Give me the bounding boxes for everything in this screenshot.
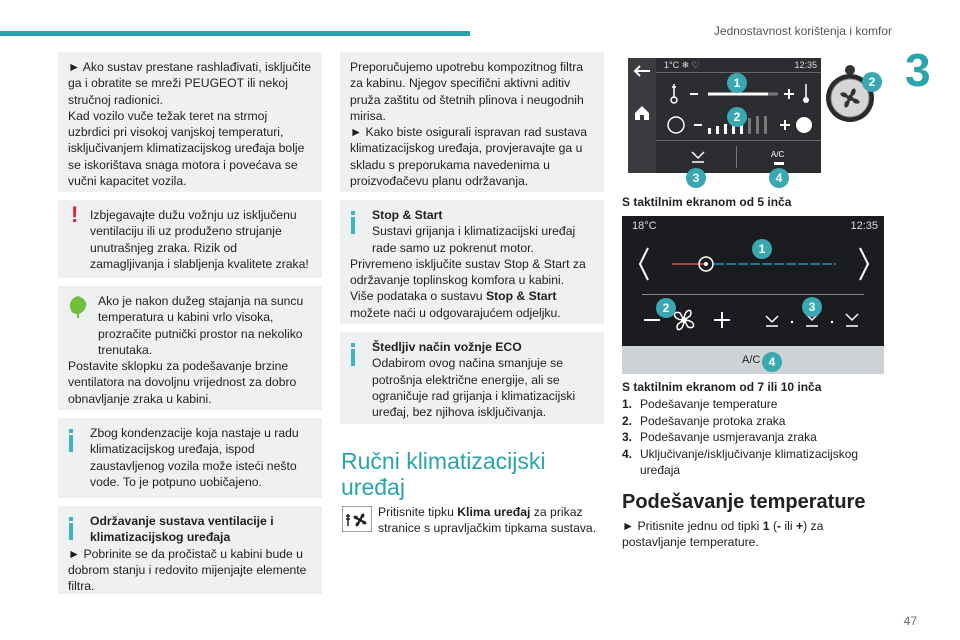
info-title: Održavanje sustava ventilacije i klimatizacijskog uređaja — [90, 514, 274, 545]
divider — [656, 140, 821, 141]
header-accent-bar — [0, 31, 470, 36]
info-box-condensation — [58, 418, 322, 498]
legend-list — [622, 396, 884, 479]
callout-1: 1 — [752, 239, 772, 259]
ac-button-label[interactable]: A/C — [771, 150, 785, 159]
note-box-cooling — [58, 52, 322, 192]
warning-icon: ! — [71, 202, 79, 227]
info-icon — [351, 217, 355, 234]
touchscreen-5inch — [628, 58, 821, 173]
info-title: Štedljiv način vožnje ECO — [372, 340, 522, 354]
clock: 12:35 — [850, 220, 878, 232]
info-box-stop-start — [340, 200, 604, 324]
callout-2: 2 — [727, 107, 747, 127]
note-box-filter — [340, 52, 604, 192]
ac-indicator — [774, 162, 784, 165]
climate-button-icon — [342, 506, 372, 532]
divider — [642, 294, 864, 295]
list-item: 3. Podešavanje usmjeravanja zraka — [622, 430, 817, 444]
callout-4: 4 — [762, 352, 782, 372]
home-icon[interactable] — [633, 104, 651, 122]
info-icon — [69, 435, 73, 452]
subsection-title: Podešavanje temperature — [622, 491, 866, 513]
clock: 12:35 — [794, 60, 817, 70]
instruction-text: ► Pritisnite jednu od tipki 1 (- ili +) za postavljanje temperature. — [622, 519, 824, 550]
intro-text: Pritisnite tipku Klima uređaj za prikaz stranice s upravljačkim tipkama sustava. — [378, 505, 597, 536]
touchscreen-7-10inch — [622, 216, 884, 374]
note-text: Preporučujemo upotrebu kompozitnog filtra za kabinu. Njegov specifični aktivni aditiv pruža zaštitu od štetnih plinova i neugodnih mirisa. — [350, 60, 584, 123]
callout-2: 2 — [862, 72, 882, 92]
info-title: Stop & Start — [372, 208, 443, 222]
ac-button-label[interactable]: A/C — [742, 354, 761, 366]
caption-7-10inch: S taktilnim ekranom od 7 ili 10 inča — [622, 380, 822, 394]
info-icon — [351, 349, 355, 366]
info-box-eco — [340, 332, 604, 424]
list-item: 2. Podešavanje protoka zraka — [622, 413, 786, 428]
eco-text: Ako je nakon dužeg stajanja na suncu temperatura u kabini vrlo visoka, prozračite putnički prostor na nekoliko trenutaka. — [98, 294, 304, 357]
info-text: Privremeno isključite sustav Stop & Start za održavanje toplinskog komfora u kabini. — [350, 256, 586, 288]
callout-3: 3 — [802, 297, 822, 317]
info-text: Sustavi grijanja i klimatizacijski uređaj rade samo uz pokrenut motor. — [372, 224, 576, 255]
callout-3: 3 — [686, 168, 706, 188]
note-text: Kad vozilo vuče težak teret na strmoj uzbrdici pri visokoj vanjskoj temperaturi, isključivanjem klimatizacijskog uređaja bolje se iskorištava snaga motora i povećava se vučni kapacitet vozila. — [68, 108, 305, 189]
info-text: Zbog kondenzacije koja nastaje u radu klimatizacijskog uređaja, ispod zaustavljenog vozila može isteći nešto vode. To je potpuno uobičajeno. — [90, 426, 299, 489]
chapter-number: 3 — [905, 44, 931, 96]
page-number: 47 — [903, 614, 917, 628]
eco-text: Postavite sklopku za podešavanje brzine ventilatora na dovoljnu vrijednost za dobro obnavljanje zraka u kabini. — [68, 359, 297, 406]
air-distribution-icon[interactable] — [688, 148, 708, 166]
list-item: 1. Podešavanje temperature — [622, 397, 778, 411]
callout-2: 2 — [656, 298, 676, 318]
fan-icon — [842, 64, 858, 76]
info-text: Odabirom ovog načina smanjuje se potrošnja električne energije, ali se ograničuje rad grijanja i klimatizacijski uređaj, bez njihova isključivanja. — [372, 356, 576, 420]
info-box-maintenance — [58, 506, 322, 594]
info-icon — [69, 523, 73, 540]
callout-4: 4 — [769, 168, 789, 188]
warning-text: Izbjegavajte dužu vožnju uz isključenu ventilaciju ili uz produženo strujanje unutrašnjeg zraka. Rizik od zamagljivanja i slabljenja kvalitete zraka! — [90, 208, 309, 271]
divider — [736, 146, 737, 168]
back-arrow-icon[interactable] — [632, 64, 652, 78]
status-bar: 1°C ❄ ♡ — [664, 60, 700, 70]
header-title: Jednostavnost korištenja i komfor — [713, 24, 892, 38]
caption-5inch: S taktilnim ekranom od 5 inča — [622, 195, 792, 209]
info-text: ► Pobrinite se da pročistač u kabini bude u dobrom stanju i redovito mijenjajte elemente filtra. — [68, 546, 307, 594]
callout-1: 1 — [727, 73, 747, 93]
note-text: ► Ako sustav prestane rashlađivati, isključite ga i obratite se mreži PEUGEOT ili nekoj stručnoj radionici. — [68, 60, 312, 107]
section-title: Ručni klimatizacijski uređaj — [341, 448, 546, 500]
eco-box-sun — [58, 286, 322, 410]
list-item: 4. Uključivanje/isključivanje klimatizacijskog uređaja — [622, 446, 859, 477]
temperature-readout: 18°C — [632, 220, 657, 232]
warning-box-ventilation — [58, 200, 322, 278]
leaf-icon — [66, 294, 90, 320]
info-text: Više podataka o sustavu Stop & Start možete naći u odgovarajućem odjeljku. — [350, 289, 561, 320]
note-text: ► Kako biste osigurali ispravan rad sustava klimatizacijskog uređaja, provjeravajte ga u skladu s preporukama navedenima u proizvođačevu planu održavanja. — [350, 125, 587, 189]
